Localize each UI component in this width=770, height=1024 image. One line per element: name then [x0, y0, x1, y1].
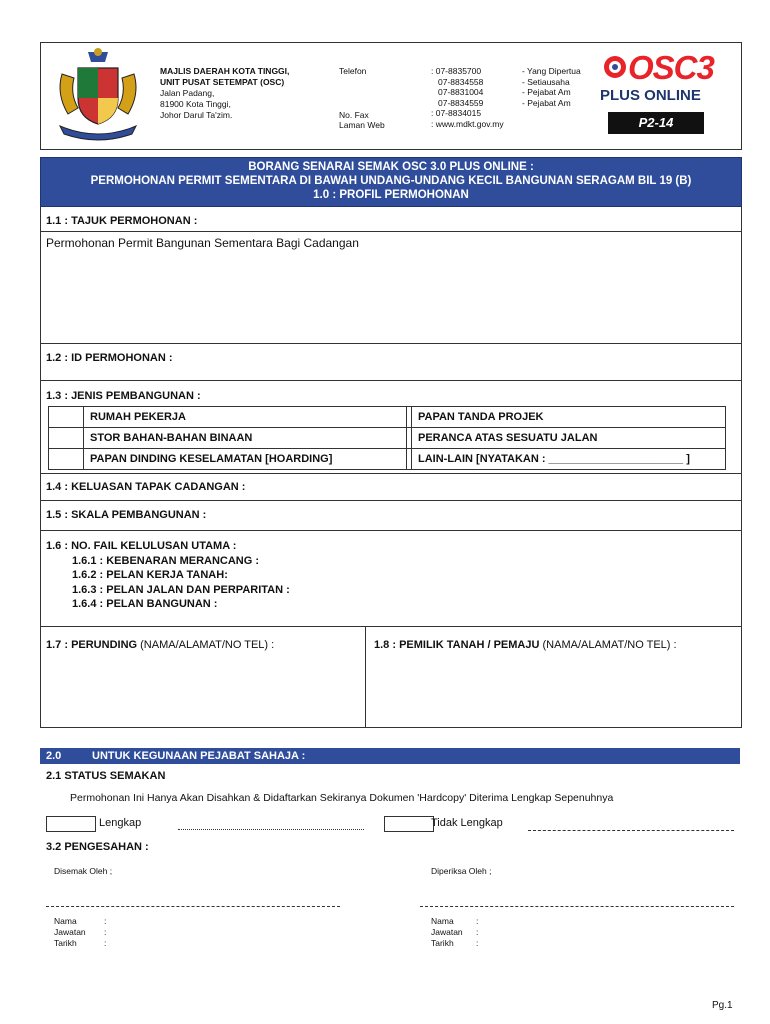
pemilik-label: [374, 639, 677, 651]
role: - Yang Dipertua: [522, 66, 581, 76]
fail-kelulusan-label: 1.6 : NO. FAIL KELULUSAN UTAMA :: [46, 540, 237, 552]
jenis-pembangunan-label: 1.3 : JENIS PEMBANGUNAN :: [46, 390, 201, 402]
fail-item: 1.6.3 : PELAN JALAN DAN PERPARITAN :: [72, 583, 290, 596]
fail-item: 1.6.1 : KEBENARAN MERANCANG :: [72, 554, 260, 567]
pengesahan-label: 3.2 PENGESAHAN :: [46, 841, 149, 853]
colon: :: [476, 916, 479, 926]
phone-number: 07-8834559: [438, 97, 484, 108]
fax-number: : 07-8834015: [431, 108, 482, 118]
logo-osc-text: OSC3: [628, 49, 714, 86]
checkbox-cell[interactable]: [49, 449, 84, 470]
type-option: PAPAN TANDA PROJEK: [412, 407, 726, 428]
disemak-signature-line: [46, 906, 340, 907]
hardcopy-note: Permohonan Ini Hanya Akan Disahkan & Didaftarkan Sekiranya Dokumen 'Hardcopy' Diterima Lengkap Sepenuhnya: [70, 792, 614, 804]
telefon-label: Telefon: [339, 66, 367, 76]
form-subtitle: PERMOHONAN PERMIT SEMENTARA DI BAWAH UNDANG-UNDANG KECIL BANGUNAN SERAGAM BIL 19 (B): [90, 175, 692, 187]
divider: [40, 500, 742, 501]
diperiksa-label: Diperiksa Oleh ;: [431, 866, 492, 876]
phone-numbers: [431, 66, 504, 129]
jawatan-label: Jawatan: [431, 927, 463, 937]
logo-plus-online: PLUS ONLINE: [600, 87, 701, 104]
table-row: [49, 407, 726, 428]
development-type-table: [48, 406, 726, 470]
keluasan-label: 1.4 : KELUASAN TAPAK CADANGAN :: [46, 481, 246, 493]
diperiksa-fields: [431, 916, 463, 949]
status-semakan-label: 2.1 STATUS SEMAKAN: [46, 770, 166, 782]
checkbox-cell[interactable]: [49, 428, 84, 449]
skala-label: 1.5 : SKALA PEMBANGUNAN :: [46, 509, 207, 521]
tarikh-label: Tarikh: [431, 938, 454, 948]
org-name: MAJLIS DAERAH KOTA TINGGI,: [160, 66, 290, 76]
website: : www.mdkt.gov.my: [431, 118, 504, 129]
divider: [40, 380, 742, 381]
type-option: PERANCA ATAS SESUATU JALAN: [412, 428, 726, 449]
org-unit: UNIT PUSAT SETEMPAT (OSC): [160, 77, 285, 87]
disemak-label: Disemak Oleh ;: [54, 866, 113, 876]
checkbox-cell[interactable]: [49, 407, 84, 428]
tidak-lengkap-checkbox[interactable]: [384, 816, 434, 832]
table-row: [49, 449, 726, 470]
nama-label: Nama: [431, 916, 454, 926]
perunding-detail: (NAMA/ALAMAT/NO TEL) :: [137, 639, 275, 651]
section-title: 1.0 : PROFIL PERMOHONAN: [313, 189, 469, 201]
office-section-number: 2.0: [46, 750, 62, 762]
contact-roles: [522, 66, 581, 108]
office-use-bar: [40, 748, 740, 764]
globe-icon: [602, 54, 628, 80]
nama-label: Nama: [54, 916, 77, 926]
disemak-colons: [104, 916, 106, 949]
colon: :: [104, 927, 107, 937]
pemilik-detail: (NAMA/ALAMAT/NO TEL) :: [539, 639, 677, 651]
mdkt-crest-icon: [48, 44, 148, 144]
colon: :: [104, 916, 107, 926]
page-number: Pg.1: [712, 1000, 733, 1011]
colon: :: [476, 927, 479, 937]
diperiksa-signature-line: [420, 906, 734, 907]
role: - Pejabat Am: [522, 97, 571, 108]
perunding-title: 1.7 : PERUNDING: [46, 639, 138, 651]
perunding-label: [46, 639, 274, 651]
jawatan-label: Jawatan: [54, 927, 86, 937]
divider: [40, 530, 742, 531]
lengkap-checkbox[interactable]: [46, 816, 96, 832]
disemak-fields: [54, 916, 86, 949]
type-option: LAIN-LAIN [NYATAKAN : ______________________ ]: [412, 449, 726, 470]
fail-item: 1.6.4 : PELAN BANGUNAN :: [72, 598, 218, 610]
tarikh-label: Tarikh: [54, 938, 77, 948]
phone-number: : 07-8835700: [431, 66, 482, 76]
osc3-logo: [600, 50, 730, 110]
table-row: [49, 428, 726, 449]
web-label: Laman Web: [339, 120, 385, 130]
column-divider: [365, 626, 366, 727]
fail-item: 1.6.2 : PELAN KERJA TANAH:: [72, 569, 228, 581]
phone-number: 07-8834558: [438, 76, 484, 87]
form-code-badge: P2-14: [608, 112, 704, 134]
lengkap-label: Lengkap: [99, 817, 142, 829]
fax-label: No. Fax: [339, 110, 369, 120]
tidak-lengkap-signature-line: [528, 830, 734, 831]
divider: [40, 231, 742, 232]
address-line: Jalan Padang,: [160, 88, 215, 98]
type-option: STOR BAHAN-BAHAN BINAAN: [84, 428, 407, 449]
type-option: PAPAN DINDING KESELAMATAN [HOARDING]: [84, 449, 407, 470]
office-section-title: UNTUK KEGUNAAN PEJABAT SAHAJA :: [92, 750, 306, 762]
id-permohonan-label: 1.2 : ID PERMOHONAN :: [46, 352, 173, 364]
tidak-lengkap-label: Tidak Lengkap: [431, 817, 503, 829]
colon: :: [104, 938, 107, 948]
divider: [40, 626, 742, 627]
tajuk-value: Permohonan Permit Bangunan Sementara Bagi Cadangan: [46, 236, 359, 250]
fail-kelulusan-block: [46, 539, 290, 612]
phone-number: 07-8831004: [438, 87, 484, 97]
pemilik-title: 1.8 : PEMILIK TANAH / PEMAJU: [374, 639, 540, 651]
tajuk-label: 1.1 : TAJUK PERMOHONAN :: [46, 215, 198, 227]
form-title: BORANG SENARAI SEMAK OSC 3.0 PLUS ONLINE :: [248, 161, 534, 173]
lengkap-signature-line: [178, 829, 364, 830]
form-title-bar: [40, 157, 742, 207]
divider: [40, 473, 742, 474]
role: - Setiausaha: [522, 76, 570, 87]
role: - Pejabat Am: [522, 87, 571, 97]
address-line: Johor Darul Ta'zim.: [160, 110, 233, 120]
address-line: 81900 Kota Tinggi,: [160, 99, 231, 109]
organization-address: [160, 66, 289, 121]
type-option: RUMAH PEKERJA: [84, 407, 407, 428]
colon: :: [476, 938, 479, 948]
diperiksa-colons: [476, 916, 478, 949]
divider: [40, 343, 742, 344]
